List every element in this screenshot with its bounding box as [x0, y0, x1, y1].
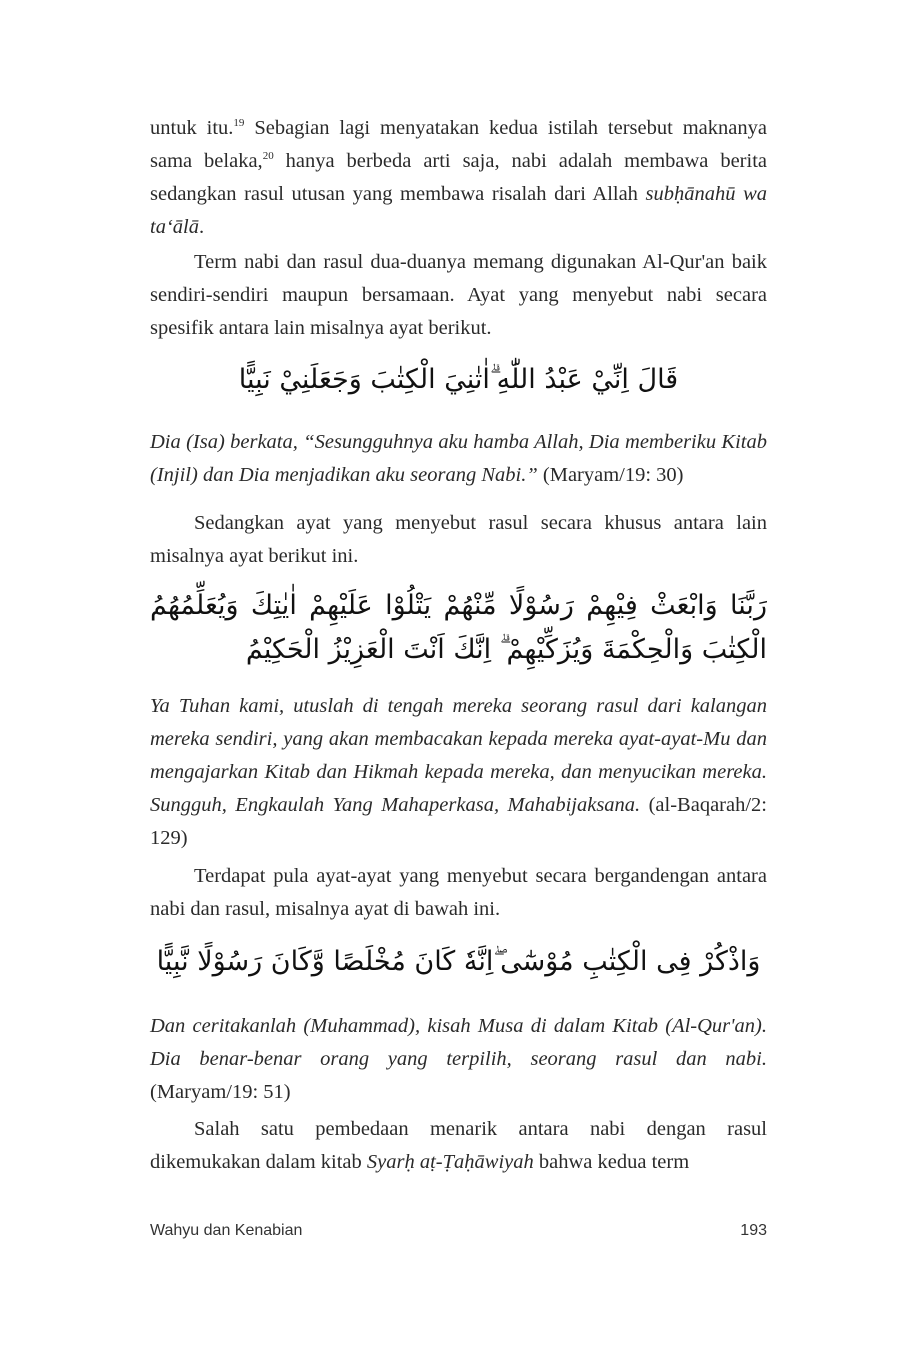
translation-text: Dia (Isa) berkata, “Sesungguhnya aku hamba Allah, Dia memberiku Kitab (Injil) dan Dia menjadikan aku seorang Nabi.” [150, 431, 767, 486]
text: hanya berbeda arti saja, nabi adalah membawa berita sedangkan rasul utusan yang membawa risalah dari Allah [150, 150, 768, 205]
text: Sebagian lagi menyatakan kedua istilah tersebut maknanya sama belaka, [150, 117, 767, 172]
verse-reference: (Maryam/19: 30) [537, 464, 684, 486]
page-number: 193 [740, 1222, 767, 1239]
paragraph-3: Sedangkan ayat yang menyebut rasul secara khusus antara lain misalnya ayat berikut ini. [150, 512, 767, 567]
paragraph-5 [150, 1113, 767, 1179]
paragraph-4: Terdapat pula ayat-ayat yang menyebut secara bergandengan antara nabi dan rasul, misalnya ayat di bawah ini. [150, 865, 767, 920]
paragraph-2: Term nabi dan rasul dua-duanya memang digunakan Al-Qur'an baik sendiri-sendiri maupun bersamaan. Ayat yang menyebut nabi secara spesifik antara lain misalnya ayat berikut. [150, 251, 767, 339]
footnote-ref[interactable]: 19 [233, 117, 245, 129]
translation-2 [150, 690, 767, 855]
italic-term: subḥānahū wa ta‘ālā [150, 183, 767, 238]
arabic-verse-1: قَالَ اِنِّيْ عَبْدُ اللّٰهِ ۗاٰتٰنِيَ الْكِتٰبَ وَجَعَلَنِيْ نَبِيًّا [238, 364, 679, 395]
footnote-ref[interactable]: 20 [262, 150, 274, 162]
italic-term: Syarḥ aṭ-Ṭaḥāwiyah [366, 1151, 534, 1173]
translation-text: Ya Tuhan kami, utuslah di tengah mereka seorang rasul dari kalangan mereka sendiri, yang akan membacakan kepada mereka ayat-ayat-Mu dan mengajarkan Kitab dan Hikmah kepada mereka, dan menyucikan mereka. Sungguh, Engkaulah Yang Mahaperkasa, Mahabijaksana. [150, 695, 767, 816]
translation-text: Dan ceritakanlah (Muhammad), kisah Musa di dalam Kitab (Al-Qur'an). Dia benar-benar orang yang terpilih, seorang rasul dan nabi. [150, 1015, 767, 1070]
arabic-verse-2: رَبَّنَا وَابْعَثْ فِيْهِمْ رَسُوْلًا مِّنْهُمْ يَتْلُوْا عَلَيْهِمْ اٰيٰتِكَ وَيُعَلِّمُهُمُ الْكِتٰبَ وَالْحِكْمَةَ وَيُزَكِّيْهِمْ ۗ اِنَّكَ اَنْتَ الْعَزِيْزُ الْحَكِيْمُ [150, 590, 767, 665]
translation-3 [150, 1010, 767, 1109]
text: Salah satu pembedaan menarik antara nabi dengan rasul dikemukakan dalam kitab [150, 1118, 767, 1173]
verse-reference: (al-Baqarah/2: 129) [150, 794, 767, 849]
text: . [198, 216, 205, 238]
text: bahwa kedua term [533, 1151, 690, 1173]
paragraph-1 [150, 112, 767, 244]
verse-reference: (Maryam/19: 51) [150, 1081, 291, 1103]
text: untuk itu. [150, 117, 234, 139]
running-footer-title: Wahyu dan Kenabian [150, 1222, 303, 1239]
arabic-verse-3: وَاذْكُرْ فِى الْكِتٰبِ مُوْسٰٓى ۖاِنَّهٗ كَانَ مُخْلَصًا وَّكَانَ رَسُوْلًا نَّبِيًّا [156, 946, 761, 977]
translation-1 [150, 426, 767, 492]
